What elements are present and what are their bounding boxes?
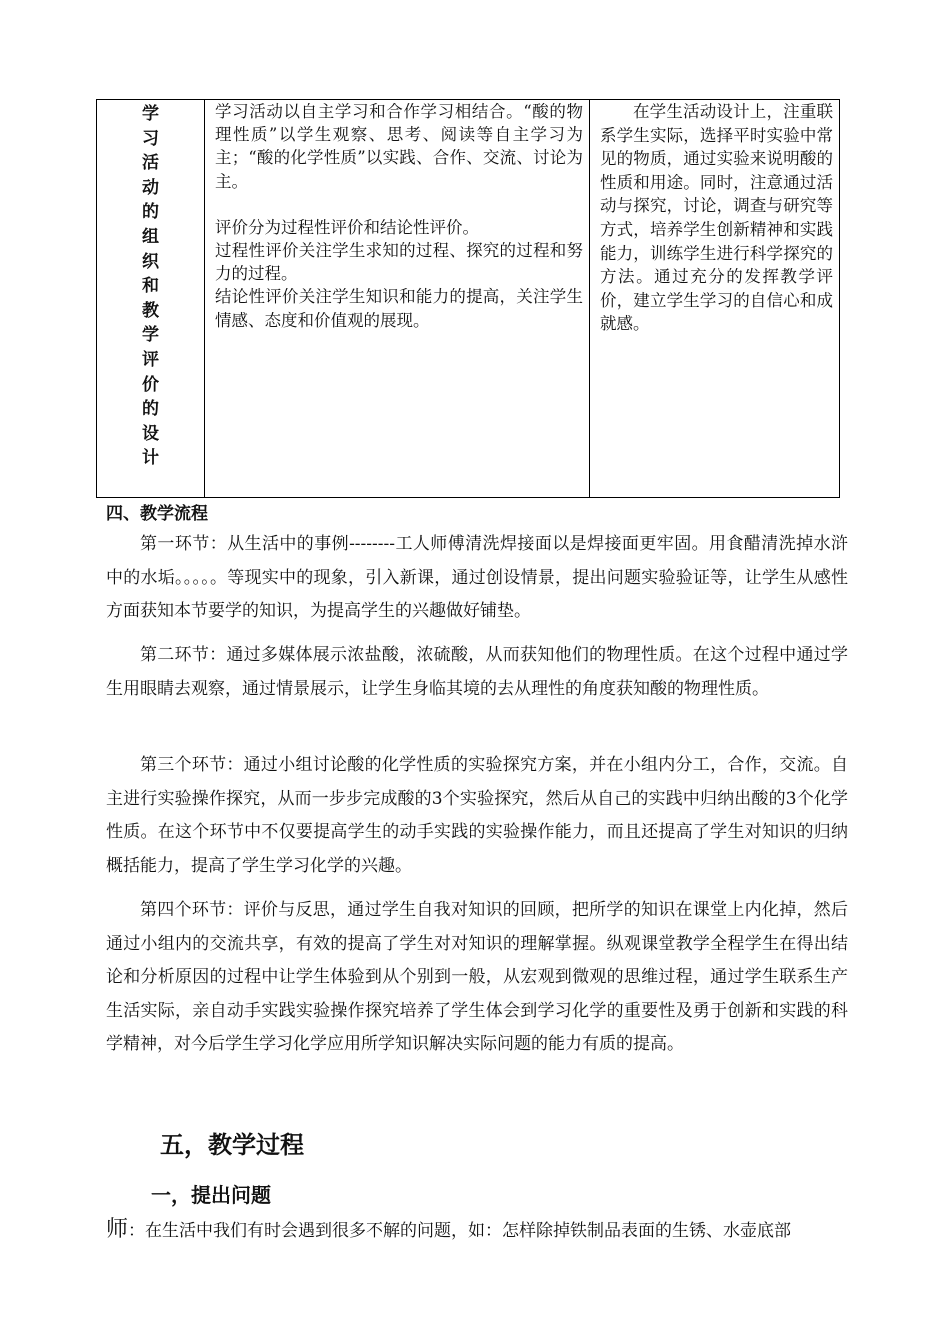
section-heading-process: 五，教学过程: [160, 1130, 304, 1159]
teacher-text: ：在生活中我们有时会遇到很多不解的问题，如：怎样除掉铁制品表面的生锈、水壶底部: [128, 1221, 792, 1241]
design-intent-cell: [590, 100, 840, 498]
evaluation-types: 评价分为过程性评价和结论性评价。: [215, 217, 479, 237]
row-label: 学习活动的组织和教学评价的设计: [142, 104, 159, 469]
paragraph-step-3: 第三个环节：通过小组讨论酸的化学性质的实验探究方案，并在小组内分工，合作，交流。自主进行实验操作探究，从而一步步完成酸的3个实验探究，然后从自己的实践中归纳出酸的3个化学性质。在这个环节中不仅要提高学生的动手实践的实验操作能力，而且还提高了学生对知识的归纳概括能力，提高了学生学习化学的兴趣。: [106, 755, 848, 876]
row-label-cell: [97, 100, 205, 498]
paragraph-step-4: 第四个环节：评价与反思，通过学生自我对知识的回顾，把所学的知识在课堂上内化掉，然后通过小组内的交流共享，有效的提高了学生对对知识的理解掌握。纵观课堂教学全程学生在得出结论和分析原因的过程中让学生体验到从个别到一般，从宏观到微观的思维过程，通过学生联系生产生活实际，亲自动手实践实验操作探究培养了学生体会到学习化学的重要性及勇于创新和实践的科学精神，对今后学生学习化学应用所学知识解决实际问题的能力有质的提高。: [106, 900, 848, 1055]
design-intent-text: 在学生活动设计上，注重联系学生实际，选择平时实验中常见的物质，通过实验来说明酸的性质和用途。同时，注意通过活动与探究，讨论，调查与研究等方式，培养学生创新精神和实践能力，训练学生进行科学探究的方法。通过充分的发挥教学评价，建立学生学习的自信心和成就感。: [600, 102, 833, 334]
paragraph-step-2: 第二环节：通过多媒体展示浓盐酸，浓硫酸，从而获知他们的物理性质。在这个过程中通过学生用眼睛去观察，通过情景展示，让学生身临其境的去从理性的角度获知酸的物理性质。: [106, 645, 848, 699]
paragraph-step-1: 第一环节：从生活中的事例--------工人师傅清洗焊接面以是焊接面更牢固。用食醋清洗掉水浒中的水垢。。。。。等现实中的现象，引入新课，通过创设情景，提出问题实验验证等，让学生从感性方面获知本节要学的知识，为提高学生的兴趣做好铺垫。: [106, 534, 848, 622]
activity-cell: [205, 100, 590, 498]
activity-text: 学习活动以自主学习和合作学习相结合。“酸的物理性质”以学生观察、思考、阅读等自主学习为主；“酸的化学性质”以实践、合作、交流、讨论为主。: [215, 102, 583, 191]
teacher-line: [106, 1215, 856, 1246]
process-evaluation: 过程性评价关注学生求知的过程、探究的过程和努力的过程。: [215, 241, 583, 284]
section-heading: 四、教学流程: [106, 504, 208, 524]
design-table: [96, 99, 840, 498]
speaker-label: 师: [106, 1217, 129, 1242]
result-evaluation: 结论性评价关注学生知识和能力的提高，关注学生情感、态度和价值观的展现。: [215, 287, 583, 330]
table-row: [97, 100, 840, 498]
sub-heading-question: 一，提出问题: [151, 1183, 271, 1207]
